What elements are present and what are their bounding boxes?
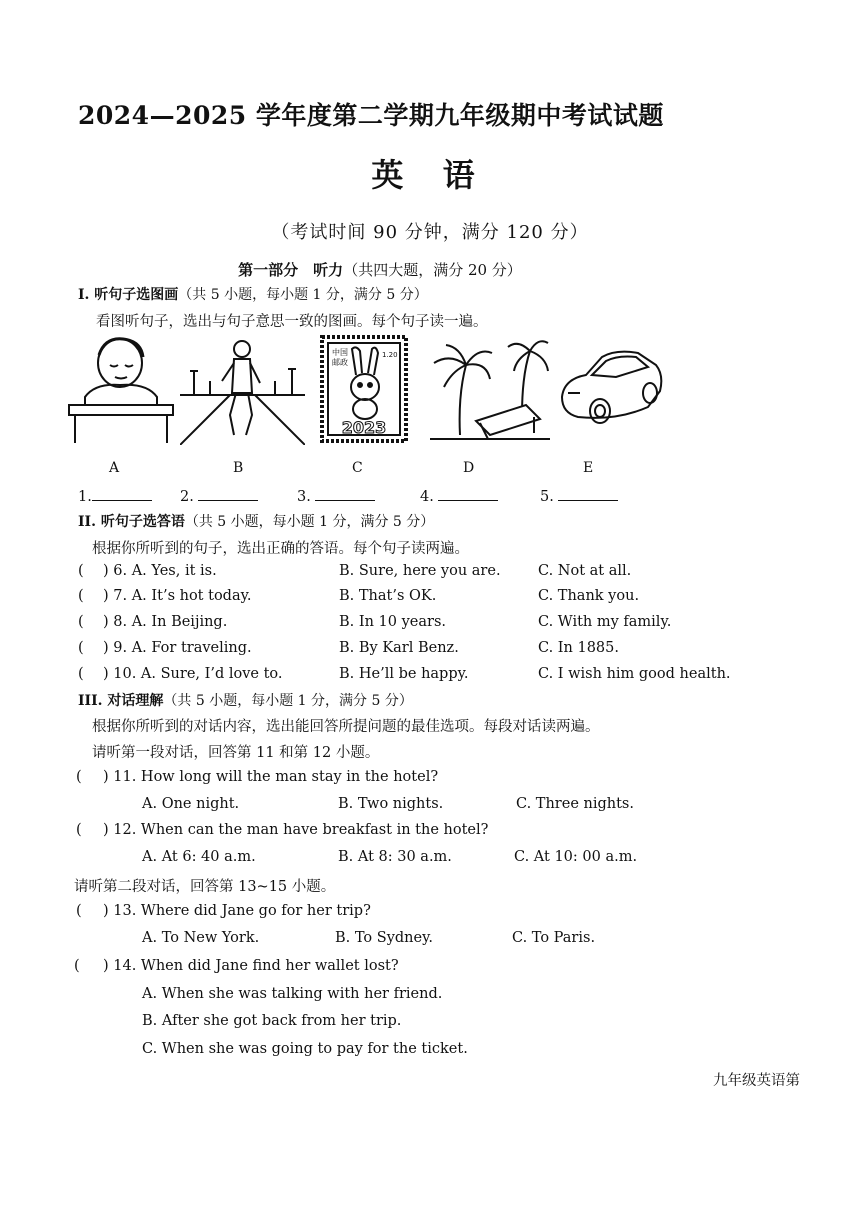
part-title-main: 第一部分 听力 (238, 261, 344, 279)
picture-label-c: C (352, 460, 363, 476)
q9-option-c: C. In 1885. (538, 640, 619, 656)
answer-blank-1-num: 1. (78, 489, 92, 505)
answer-blank-3-num: 3. (297, 489, 311, 505)
picture-row (60, 335, 780, 445)
answer-blank-4-num: 4. (420, 489, 434, 505)
q13-stem: ) 13. Where did Jane go for her trip? (103, 903, 371, 919)
q9-option-b: B. By Karl Benz. (339, 640, 459, 656)
answer-paren[interactable]: ( (76, 769, 82, 785)
answer-blank-2[interactable] (180, 486, 258, 505)
q11-option-b: B. Two nights. (338, 796, 444, 812)
section1-title (78, 284, 428, 304)
exam-info: （考试时间 90 分钟，满分 120 分） (271, 222, 589, 243)
dialog2-intro: 请听第二段对话，回答第 13~15 小题。 (74, 879, 336, 895)
section1-title-main: Ⅰ. 听句子选图画 (78, 287, 179, 303)
answer-paren[interactable]: ( (78, 666, 84, 682)
answer-line[interactable] (315, 486, 375, 501)
q6-option-c: C. Not at all. (538, 563, 632, 579)
q12-option-c: C. At 10: 00 a.m. (514, 849, 638, 865)
answer-paren[interactable]: ( (78, 614, 84, 630)
section3-instruction: 根据你所听到的对话内容，选出能回答所提问题的最佳选项。每段对话读两遍。 (92, 719, 600, 735)
answer-blank-3[interactable] (297, 486, 375, 505)
q14-option-a: A. When she was talking with her friend. (142, 986, 443, 1002)
answer-blank-2-num: 2. (180, 489, 194, 505)
car-icon (556, 335, 666, 445)
dialog1-intro: 请听第一段对话，回答第 11 和第 12 小题。 (92, 745, 380, 761)
q7-option-a: ) 7. A. It’s hot today. (103, 588, 252, 604)
answer-paren[interactable]: ( (78, 640, 84, 656)
page-footer: 九年级英语第 (713, 1073, 800, 1089)
part-title-detail: （共四大题，满分 20 分） (343, 261, 522, 279)
q6-option-a: ) 6. A. Yes, it is. (103, 563, 217, 579)
q12-option-a: A. At 6: 40 a.m. (142, 849, 256, 865)
q11-stem: ) 11. How long will the man stay in the hotel? (103, 769, 439, 785)
stamp-post: 邮政 (332, 358, 348, 367)
q6-option-b: B. Sure, here you are. (339, 563, 501, 579)
answer-line[interactable] (558, 486, 618, 501)
q10-option-a: ) 10. A. Sure, I’d love to. (103, 666, 283, 682)
section2-instruction: 根据你所听到的句子，选出正确的答语。每个句子读两遍。 (92, 541, 469, 557)
q12-option-b: B. At 8: 30 a.m. (338, 849, 452, 865)
section3-title-detail: （共 5 小题，每小题 1 分，满分 5 分） (163, 693, 413, 709)
section1-instruction: 看图听句子，选出与句子意思一致的图画。每个句子读一遍。 (96, 314, 488, 330)
q10-option-c: C. I wish him good health. (538, 666, 731, 682)
q13-option-b: B. To Sydney. (335, 930, 433, 946)
answer-paren[interactable]: ( (76, 903, 82, 919)
q10-option-b: B. He’ll be happy. (339, 666, 469, 682)
q14-stem: ) 14. When did Jane find her wallet lost? (103, 958, 399, 974)
q8-option-a: ) 8. A. In Beijing. (103, 614, 228, 630)
q7-option-c: C. Thank you. (538, 588, 640, 604)
q8-option-b: B. In 10 years. (339, 614, 447, 630)
section2-title-main: II. 听句子选答语 (78, 514, 185, 530)
answer-line[interactable] (92, 486, 152, 501)
q14-option-c: C. When she was going to pay for the ticket. (142, 1041, 468, 1057)
q7-option-b: B. That’s OK. (339, 588, 437, 604)
answer-paren[interactable]: ( (78, 563, 84, 579)
stamp-country: 中国 (332, 348, 348, 357)
subject-title: 英 语 (371, 156, 489, 194)
section3-title-main: III. 对话理解 (78, 693, 164, 709)
answer-line[interactable] (438, 486, 498, 501)
q13-option-a: A. To New York. (142, 930, 260, 946)
answer-blank-4[interactable] (420, 486, 498, 505)
answer-blank-5[interactable] (540, 486, 618, 505)
stamp-value: 1.20 (382, 351, 398, 359)
answer-paren[interactable]: ( (76, 822, 82, 838)
picture-label-b: B (233, 460, 244, 476)
section3-title (78, 690, 413, 710)
section2-title-detail: （共 5 小题，每小题 1 分，满分 5 分） (184, 514, 435, 530)
q13-option-c: C. To Paris. (512, 930, 596, 946)
picture-label-e: E (583, 460, 594, 476)
picture-label-d: D (463, 460, 475, 476)
boy-at-desk-icon (65, 335, 180, 445)
section2-title (78, 511, 434, 531)
beach-chair-palms-icon (430, 335, 550, 445)
exam-title: 2024—2025 学年度第二学期九年级期中考试试题 (78, 101, 664, 130)
answer-blank-5-num: 5. (540, 489, 554, 505)
stamp-year: 2023 (341, 418, 387, 437)
answer-blank-1[interactable] (78, 486, 152, 505)
answer-paren[interactable]: ( (78, 588, 84, 604)
q11-option-a: A. One night. (142, 796, 240, 812)
runner-icon (180, 335, 305, 445)
answer-paren[interactable]: ( (74, 958, 80, 974)
q9-option-a: ) 9. A. For traveling. (103, 640, 252, 656)
q14-option-b: B. After she got back from her trip. (142, 1013, 402, 1029)
q8-option-c: C. With my family. (538, 614, 672, 630)
q12-stem: ) 12. When can the man have breakfast in the hotel? (103, 822, 489, 838)
picture-label-a: A (109, 460, 120, 476)
answer-line[interactable] (198, 486, 258, 501)
q11-option-c: C. Three nights. (516, 796, 634, 812)
rabbit-stamp-icon (318, 335, 410, 445)
section1-title-detail: （共 5 小题，每小题 1 分，满分 5 分） (178, 287, 428, 303)
part-title (0, 259, 760, 280)
